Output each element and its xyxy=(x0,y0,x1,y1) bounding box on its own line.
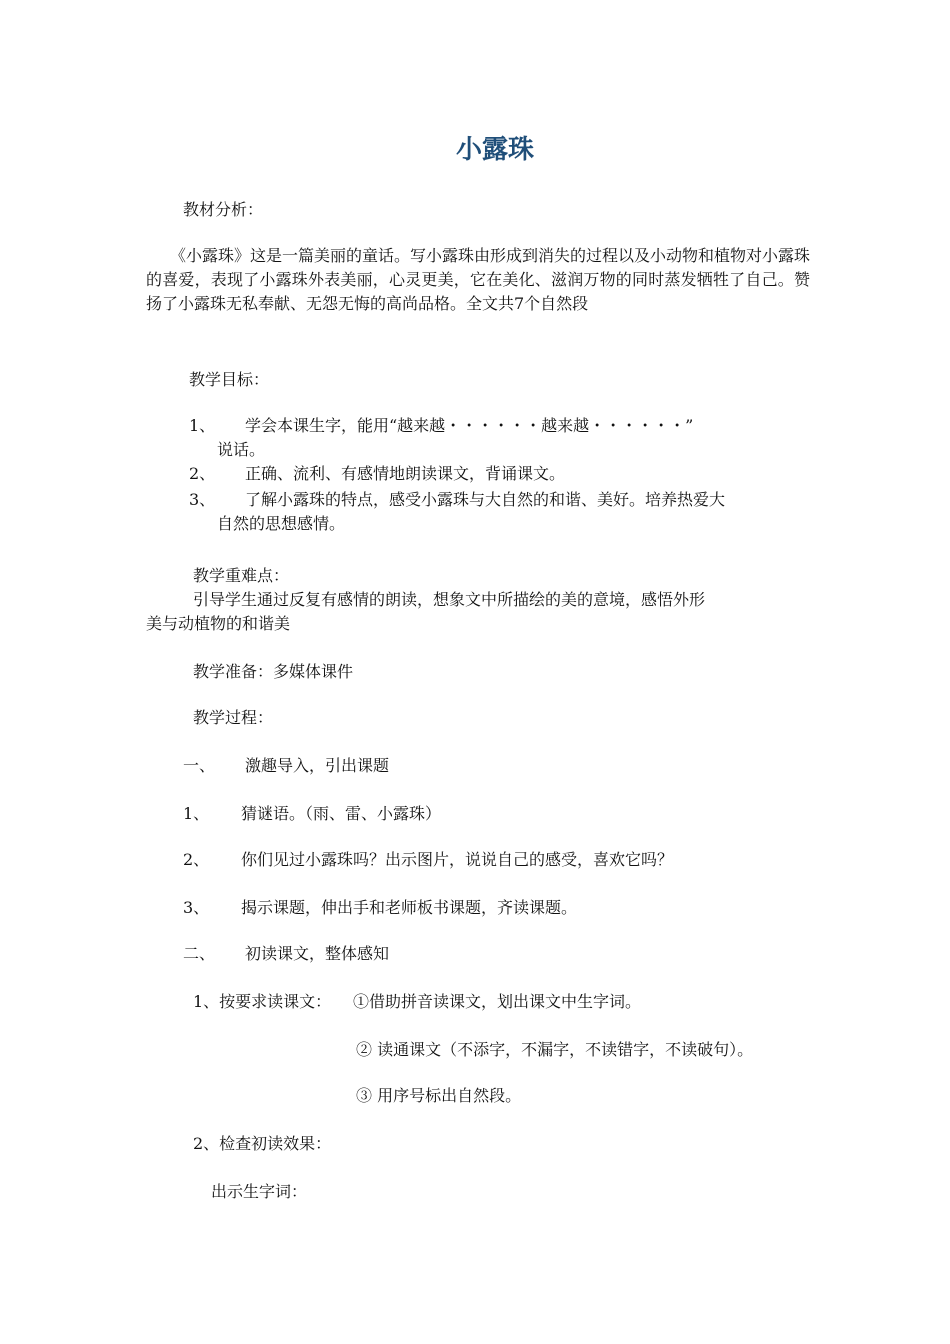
document-title: 小露珠 xyxy=(455,135,534,165)
step-1-text: 猜谜语。（雨、雷、小露珠） xyxy=(241,804,442,823)
goal-item-3-text-cont: 自然的思想感情。 xyxy=(217,514,346,533)
step-3-number: 3、 xyxy=(183,898,210,917)
analysis-body: 《小露珠》这是一篇美丽的童话。写小露珠由形成到消失的过程以及小动物和植物对小露珠的喜爱，表现了小露珠外表美丽，心灵更美，它在美化、滋润万物的同时蒸发牺牲了自己。赞扬了小露珠无私奉献、无怨无悔的高尚品格。全文共7个自然段 xyxy=(146,246,811,313)
process-heading: 教学过程： xyxy=(193,708,274,727)
goal-item-1-text: 学会本课生字，能用“越来越・・・・・・越来越・・・・・・” xyxy=(245,416,694,435)
step-2-number: 2、 xyxy=(183,850,210,869)
preparation: 教学准备：多媒体课件 xyxy=(193,662,354,681)
part-1-number: 一、 xyxy=(183,756,216,775)
goal-item-1-number: 1、 xyxy=(189,416,216,435)
part-2-number: 二、 xyxy=(183,944,216,963)
part-1-title: 激趣导入，引出课题 xyxy=(245,756,390,775)
step-1-number: 1、 xyxy=(183,804,210,823)
reading-requirement-2: ② 读通课文（不添字，不漏字，不读错字，不读破句）。 xyxy=(356,1040,754,1059)
show-new-words: 出示生字词： xyxy=(211,1182,308,1201)
goal-item-2-text: 正确、流利、有感情地朗读课文，背诵课文。 xyxy=(245,464,566,483)
keypoints-line-2: 美与动植物的和谐美 xyxy=(146,614,291,633)
keypoints-line-1: 引导学生通过反复有感情的朗读，想象文中所描绘的美的意境，感悟外形 xyxy=(193,590,706,609)
step-3-text: 揭示课题，伸出手和老师板书课题，齐读课题。 xyxy=(241,898,578,917)
goals-heading: 教学目标： xyxy=(189,370,270,389)
reading-requirement-3: ③ 用序号标出自然段。 xyxy=(356,1086,522,1105)
analysis-heading: 教材分析： xyxy=(183,200,264,219)
reading-requirement-1: ①借助拼音读课文，划出课文中生字词。 xyxy=(353,992,642,1011)
keypoints-heading: 教学重难点： xyxy=(193,566,290,585)
reading-requirements-lead: 1、按要求读课文： xyxy=(193,992,332,1011)
goal-item-3-number: 3、 xyxy=(189,490,216,509)
goal-item-3-text: 了解小露珠的特点，感受小露珠与大自然的和谐、美好。培养热爱大 xyxy=(245,490,726,509)
step-2-text: 你们见过小露珠吗？出示图片，说说自己的感受，喜欢它吗？ xyxy=(241,850,674,869)
check-reading: 2、检查初读效果： xyxy=(193,1134,332,1153)
goal-item-2-number: 2、 xyxy=(189,464,216,483)
goal-item-1-text-cont: 说话。 xyxy=(217,440,266,459)
part-2-title: 初读课文，整体感知 xyxy=(245,944,390,963)
